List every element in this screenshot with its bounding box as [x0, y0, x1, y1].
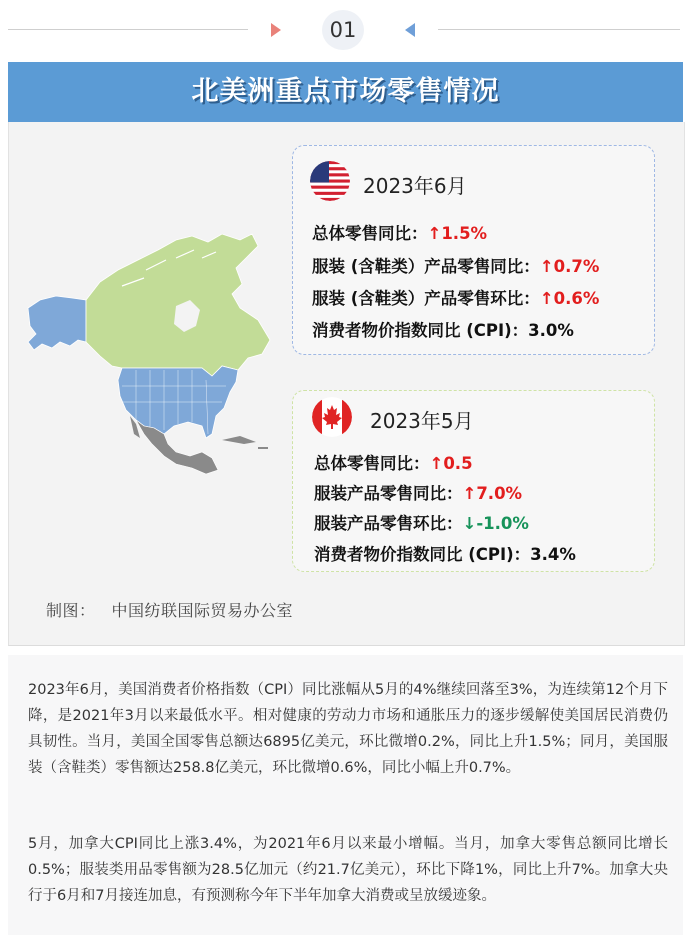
- page-title: 北美洲重点市场零售情况: [191, 76, 500, 107]
- paragraph-canada: 5月，加拿大CPI同比上涨3.4%，为2021年6月以来最小增幅。当月，加拿大零售总额同比增长0.5%；服装类用品零售额为28.5亿加元（约21.7亿美元），环比下降1%，同比上升7%。加拿大央行于6月和7月接连加息，有预测称今年下半年加拿大消费或呈放缓迹象。: [28, 836, 668, 904]
- section-number: 01: [322, 10, 364, 50]
- arrow-up-icon: ↑: [462, 484, 477, 503]
- stat-value: 0.5: [443, 454, 473, 473]
- stat-label: 消费者物价指数同比 (CPI)：: [312, 321, 529, 340]
- title-bar: [8, 62, 683, 122]
- credit-label: 制图：: [46, 601, 96, 620]
- stat-label: 服装产品零售环比：: [314, 514, 463, 533]
- stat-value: 7.0%: [476, 484, 523, 503]
- arrow-down-icon: ↓: [462, 514, 477, 533]
- section-header: [0, 0, 687, 62]
- stat-label: 消费者物价指数同比 (CPI)：: [314, 545, 531, 564]
- chart-credit: [46, 598, 309, 621]
- arrow-up-icon: ↑: [429, 454, 444, 473]
- stat-label: 总体零售同比：: [312, 224, 428, 243]
- cuba-region: [222, 436, 256, 444]
- article-body: [8, 655, 683, 935]
- north-america-map-icon: [26, 230, 276, 475]
- ca-apparel-retail-mom: [314, 510, 529, 534]
- us-apparel-retail-yoy: [312, 253, 599, 277]
- stat-label: 服装 (含鞋类）产品零售同比：: [312, 257, 540, 276]
- arrow-up-icon: ↑: [539, 257, 554, 276]
- triangle-left-icon: [405, 23, 415, 37]
- stat-value: 3.0%: [528, 321, 574, 340]
- alaska-region: [28, 296, 86, 350]
- stat-value: 3.4%: [530, 545, 576, 564]
- paragraph-us: 2023年6月，美国消费者价格指数（CPI）同比涨幅从5月的4%继续回落至3%，为连续第12个月下降，是2021年3月以来最低水平。相对健康的劳动力市场和通胀压力的逐步缓解使美国居民消费仍具韧性。当月，美国全国零售总额达6895亿美元，环比微增0.2%，同比上升1.5%；同月，美国服装（含鞋类）零售额达258.8亿美元，环比微增0.6%，同比小幅上升0.7%。: [28, 682, 668, 776]
- us-apparel-retail-mom: [312, 285, 599, 309]
- stat-value: -1.0%: [476, 514, 529, 533]
- stat-label: 服装产品零售同比：: [314, 484, 463, 503]
- credit-org: 中国纺联国际贸易办公室: [111, 601, 294, 620]
- ca-cpi-yoy: [314, 541, 576, 565]
- stat-label: 总体零售同比：: [314, 454, 430, 473]
- arrow-up-icon: ↑: [427, 224, 442, 243]
- ca-total-retail-yoy: [314, 450, 473, 474]
- canada-date: 2023年5月: [370, 409, 474, 433]
- divider-right: [438, 29, 680, 30]
- stat-label: 服装 (含鞋类）产品零售环比：: [312, 289, 540, 308]
- triangle-right-icon: [271, 23, 281, 37]
- canada-region: [86, 234, 270, 376]
- us-total-retail-yoy: [312, 220, 487, 244]
- us-cpi-yoy: [312, 317, 574, 341]
- ca-apparel-retail-yoy: [314, 480, 522, 504]
- stat-value: 0.7%: [553, 257, 600, 276]
- canada-flag-icon: [312, 397, 352, 437]
- stat-value: 0.6%: [553, 289, 600, 308]
- us-flag-icon: [310, 161, 350, 201]
- arrow-up-icon: ↑: [539, 289, 554, 308]
- us-date: 2023年6月: [363, 174, 467, 198]
- stat-value: 1.5%: [441, 224, 488, 243]
- divider-left: [8, 29, 248, 30]
